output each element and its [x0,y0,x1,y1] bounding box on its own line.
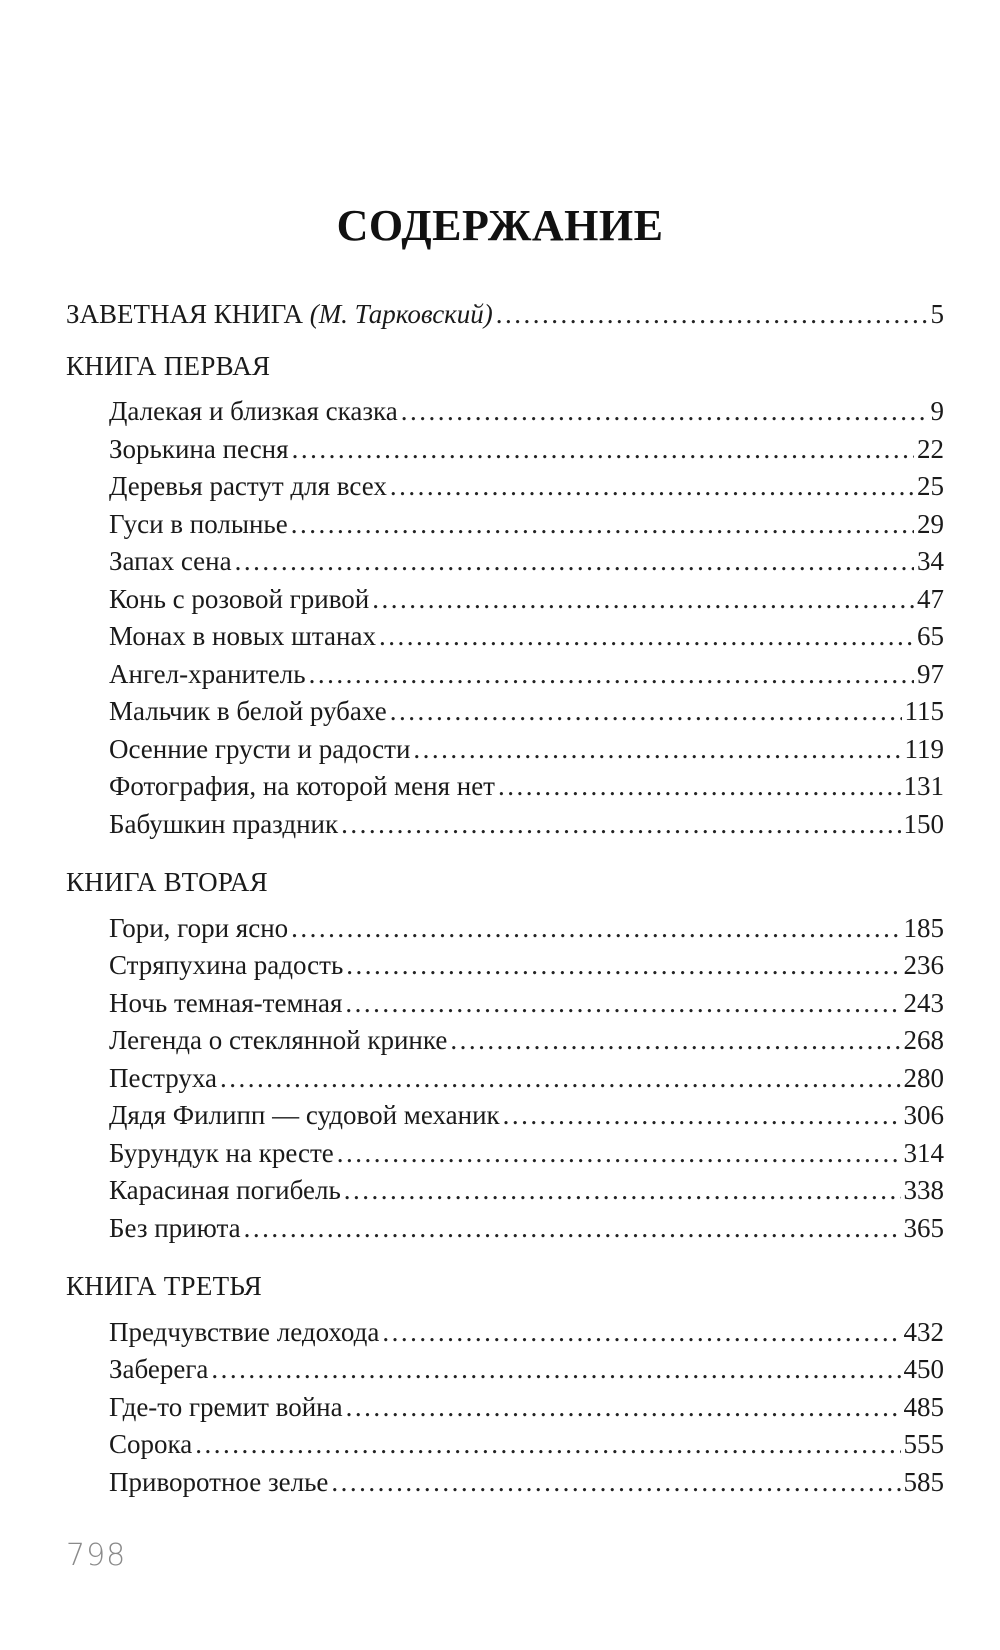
dot-leader [346,947,900,985]
dot-leader [498,768,901,806]
dot-leader [291,506,914,544]
dot-leader [244,1210,901,1248]
toc-entry-title: Легенда о стеклянной кринке [109,1025,448,1055]
toc-entry [66,910,944,948]
toc-entry-title: Ангел-хранитель [109,658,306,689]
toc-page-number: 115 [904,696,944,726]
toc-entry [66,1022,944,1060]
toc-entry-title: Ночь темная-темная [109,987,343,1018]
toc-page-number: 485 [903,1391,944,1422]
toc-page-number: 338 [903,1175,944,1205]
page-title: СОДЕРЖАНИЕ [336,201,664,250]
toc-entry-title: Без приюта [109,1212,241,1243]
dot-leader [372,581,914,619]
toc-entry [66,1314,944,1352]
toc-entry [66,1172,944,1210]
dot-leader [503,1097,901,1135]
toc-page-number: 65 [917,621,944,651]
toc-entry-title: Бурундук на кресте [109,1137,334,1168]
toc-entry-title: Сорока [109,1429,193,1459]
toc-entry-title: Дядя Филипп — судовой механик [109,1100,500,1130]
toc-entry [66,618,944,656]
toc-page-number: 97 [917,658,944,689]
toc-entry [66,985,944,1023]
toc-books [66,348,944,1502]
toc-page-number: 34 [917,546,944,576]
toc-entry-title: Конь с розовой гривой [109,583,370,614]
dot-leader [220,1060,900,1098]
toc-page-number: 236 [903,950,944,980]
toc-entry [66,543,944,581]
toc-entry [66,693,944,731]
toc-entry [66,1135,944,1173]
dot-leader [331,1464,900,1502]
toc-entry-title: Бабушкин праздник [109,808,339,839]
toc-entry [66,1351,944,1389]
book-heading: КНИГА ПЕРВАЯ [66,350,271,381]
dot-leader [413,731,901,769]
toc-entry [66,393,944,431]
toc-entry [66,806,944,844]
page-number: 798 [66,1538,127,1573]
toc-entry-title: Заберега [109,1354,209,1384]
dot-leader [235,543,914,581]
dot-leader [346,1389,901,1427]
toc-entry-title: Пеструха [109,1062,218,1093]
toc-entry [66,1464,944,1502]
toc-page-number: 585 [903,1466,944,1497]
table-of-contents [66,296,944,1501]
toc-entry-title: Где-то гремит война [109,1391,343,1422]
dot-leader [337,1135,901,1173]
dot-leader [496,296,928,334]
toc-entry-title: Гори, гори ясно [109,912,289,943]
toc-entry-title: Зорькина песня [109,433,289,464]
toc-page-number: 131 [903,771,944,801]
toc-entry-title: Мальчик в белой рубахе [109,696,387,726]
dot-leader [390,693,902,731]
dot-leader [211,1351,900,1389]
toc-entry [66,1210,944,1248]
toc-entry-title: Карасиная погибель [109,1175,341,1205]
toc-entry [66,656,944,694]
toc-page-number: 119 [904,733,944,764]
toc-page-number: 5 [930,299,944,329]
dot-leader [390,468,914,506]
toc-page-number: 365 [903,1212,944,1243]
toc-page-number: 450 [903,1354,944,1384]
toc-entry [66,506,944,544]
dot-leader [195,1426,900,1464]
toc-entry [66,768,944,806]
toc-entry [66,1426,944,1464]
toc-intro-label [66,296,493,334]
toc-page-number: 22 [917,433,944,464]
toc-entry [66,431,944,469]
toc-entry-title: Запах сена [109,546,232,576]
toc-page-number: 9 [930,396,944,426]
toc-entry [66,468,944,506]
toc-entry-title: Предчувствие ледохода [109,1316,380,1347]
dot-leader [382,1314,900,1352]
toc-page-number: 280 [903,1062,944,1093]
dot-leader [450,1022,900,1060]
toc-page-number: 306 [903,1100,944,1130]
toc-entry-title: Фотография, на которой меня нет [109,771,495,801]
toc-page-number: 25 [917,471,944,501]
toc-page-number: 432 [903,1316,944,1347]
toc-entry [66,581,944,619]
toc-entry [66,1389,944,1427]
toc-page-number: 185 [903,912,944,943]
toc-entry-title: Гуси в полынье [109,508,288,539]
toc-entry [66,947,944,985]
toc-entry-title: Осенние грусти и радости [109,733,411,764]
toc-page-number: 243 [903,987,944,1018]
book-heading: КНИГА ТРЕТЬЯ [66,1271,263,1301]
toc-entry [66,1060,944,1098]
toc-page-number: 29 [917,508,944,539]
dot-leader [344,1172,901,1210]
toc-page-number: 314 [903,1137,944,1168]
toc-entry-title: Деревья растут для всех [109,471,387,501]
dot-leader [401,393,928,431]
toc-entry [66,1097,944,1135]
toc-page-number: 555 [903,1429,944,1459]
toc-intro-author: (М. Тарковский) [309,299,493,329]
book-heading: КНИГА ВТОРАЯ [66,867,268,897]
toc-entry-title: Приворотное зелье [109,1466,329,1497]
toc-entry-title: Стряпухина радость [109,950,344,980]
toc-page-number: 150 [903,808,944,839]
dot-leader [345,985,900,1023]
dot-leader [292,431,914,469]
toc-intro-row [66,296,944,334]
toc-entry-title: Монах в новых штанах [109,621,376,651]
dot-leader [309,656,914,694]
toc-entry [66,731,944,769]
dot-leader [291,910,900,948]
toc-page-number: 47 [917,583,944,614]
toc-entry-title: Далекая и близкая сказка [109,396,398,426]
dot-leader [379,618,914,656]
toc-page-number: 268 [903,1025,944,1055]
dot-leader [341,806,900,844]
toc-intro-title: ЗАВЕТНАЯ КНИГА [66,299,303,329]
